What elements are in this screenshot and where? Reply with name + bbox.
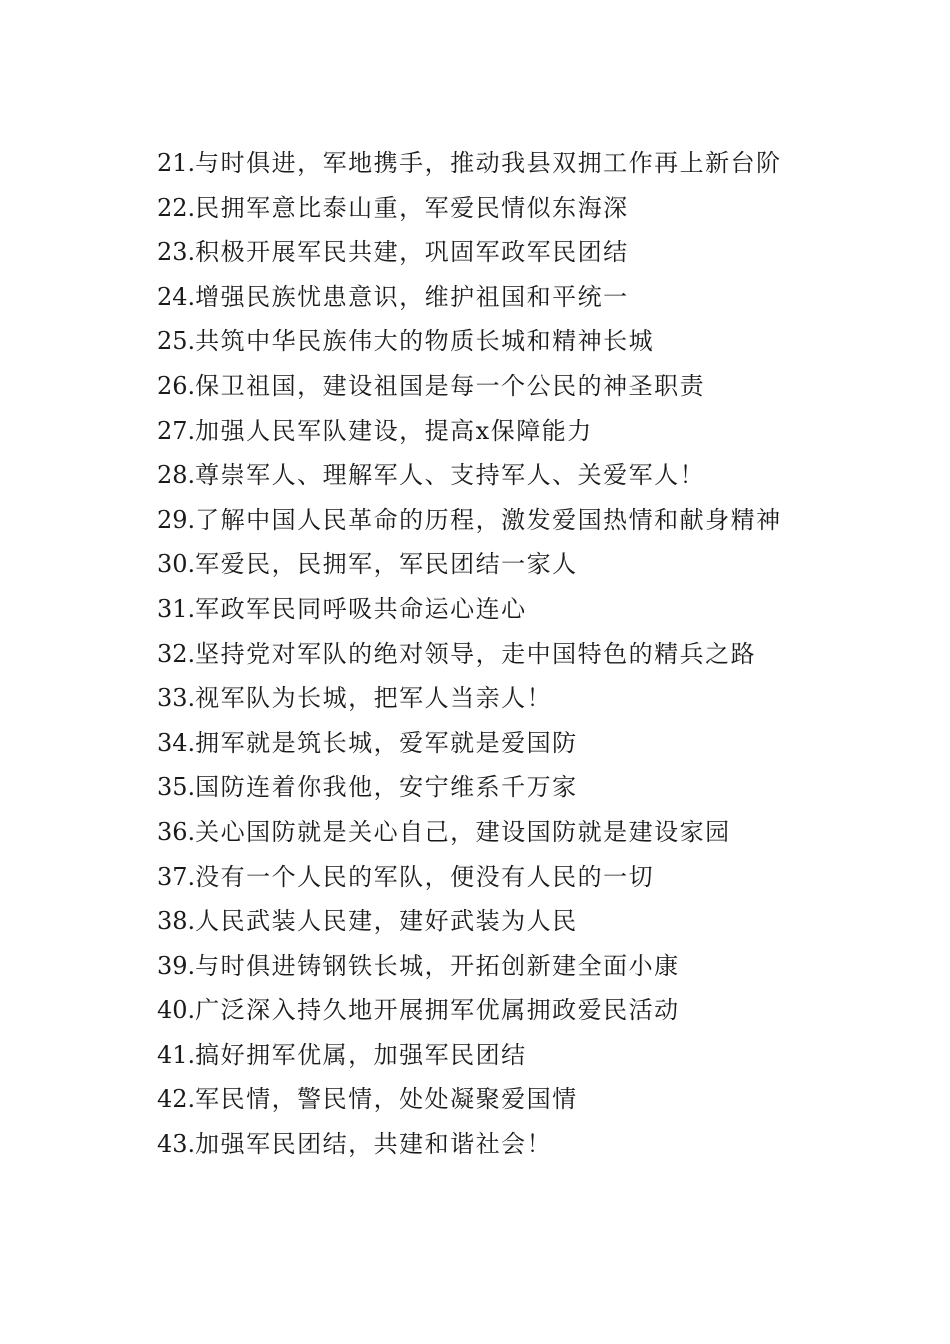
slogan-number: 40. [157, 996, 196, 1025]
slogan-number: 30. [157, 550, 196, 579]
slogan-text: 积极开展军民共建，巩固军政军民团结 [195, 238, 629, 267]
slogan-text: 共筑中华民族伟大的物质长城和精神长城 [195, 327, 655, 356]
slogan-number: 22. [157, 193, 196, 222]
slogan-text: 了解中国人民革命的历程，激发爱国热情和献身精神 [195, 505, 782, 534]
slogan-text: 搞好拥军优属，加强军民团结 [195, 1040, 527, 1069]
slogan-item [157, 275, 857, 320]
slogan-text: 军民情，警民情，处处凝聚爱国情 [195, 1085, 578, 1114]
slogan-item [157, 364, 857, 409]
slogan-number: 26. [157, 371, 196, 400]
slogan-item [157, 765, 857, 810]
slogan-text: 增强民族忧患意识，维护祖国和平统一 [195, 282, 629, 311]
slogan-number: 24. [157, 282, 196, 311]
slogan-item [157, 1077, 857, 1122]
slogan-number: 42. [157, 1085, 196, 1114]
slogan-item [157, 632, 857, 677]
slogan-text: 拥军就是筑长城，爱军就是爱国防 [195, 728, 578, 757]
slogan-text: 广泛深入持久地开展拥军优属拥政爱民活动 [195, 996, 680, 1025]
slogan-item [157, 453, 857, 498]
slogan-number: 28. [157, 461, 196, 490]
slogan-text: 加强军民团结，共建和谐社会！ [195, 1130, 553, 1159]
slogan-item [157, 1122, 857, 1167]
slogan-item [157, 810, 857, 855]
slogan-text: 关心国防就是关心自己，建设国防就是建设家园 [195, 817, 731, 846]
slogan-number: 43. [157, 1130, 196, 1159]
slogan-item [157, 186, 857, 231]
slogan-item [157, 988, 857, 1033]
slogan-number: 34. [157, 728, 196, 757]
slogan-item [157, 141, 857, 186]
slogan-list [157, 141, 857, 1167]
slogan-number: 38. [157, 907, 196, 936]
slogan-number: 41. [157, 1040, 196, 1069]
slogan-number: 37. [157, 862, 196, 891]
slogan-number: 33. [157, 684, 196, 713]
slogan-number: 36. [157, 817, 196, 846]
slogan-number: 21. [157, 149, 196, 177]
slogan-item [157, 319, 857, 364]
slogan-item [157, 409, 857, 454]
slogan-item [157, 587, 857, 632]
slogan-text: 没有一个人民的军队，便没有人民的一切 [195, 862, 655, 891]
slogan-number: 32. [157, 639, 196, 668]
slogan-text: 与时俱进，军地携手，推动我县双拥工作再上新台阶 [195, 149, 782, 177]
slogan-number: 27. [157, 416, 196, 445]
slogan-item [157, 855, 857, 900]
slogan-number: 29. [157, 505, 196, 534]
slogan-text: 视军队为长城，把军人当亲人！ [195, 684, 553, 713]
slogan-item [157, 498, 857, 543]
slogan-item [157, 944, 857, 989]
slogan-text: 人民武装人民建，建好武装为人民 [195, 907, 578, 936]
slogan-text: 民拥军意比泰山重，军爱民情似东海深 [195, 193, 629, 222]
slogan-number: 31. [157, 594, 196, 623]
slogan-item [157, 542, 857, 587]
slogan-text: 加强人民军队建设，提高x保障能力 [195, 416, 593, 445]
slogan-item [157, 721, 857, 766]
slogan-item [157, 1033, 857, 1078]
slogan-number: 35. [157, 773, 196, 802]
slogan-text: 军政军民同呼吸共命运心连心 [195, 594, 527, 623]
slogan-item [157, 676, 857, 721]
slogan-text: 尊崇军人、理解军人、支持军人、关爱军人！ [195, 461, 706, 490]
slogan-item [157, 230, 857, 275]
slogan-item [157, 899, 857, 944]
slogan-number: 25. [157, 327, 196, 356]
slogan-number: 39. [157, 951, 196, 980]
slogan-text: 保卫祖国，建设祖国是每一个公民的神圣职责 [195, 371, 706, 400]
slogan-text: 坚持党对军队的绝对领导，走中国特色的精兵之路 [195, 639, 757, 668]
slogan-text: 国防连着你我他，安宁维系千万家 [195, 773, 578, 802]
slogan-text: 与时俱进铸钢铁长城，开拓创新建全面小康 [195, 951, 680, 980]
slogan-number: 23. [157, 238, 196, 267]
slogan-text: 军爱民，民拥军，军民团结一家人 [195, 550, 578, 579]
